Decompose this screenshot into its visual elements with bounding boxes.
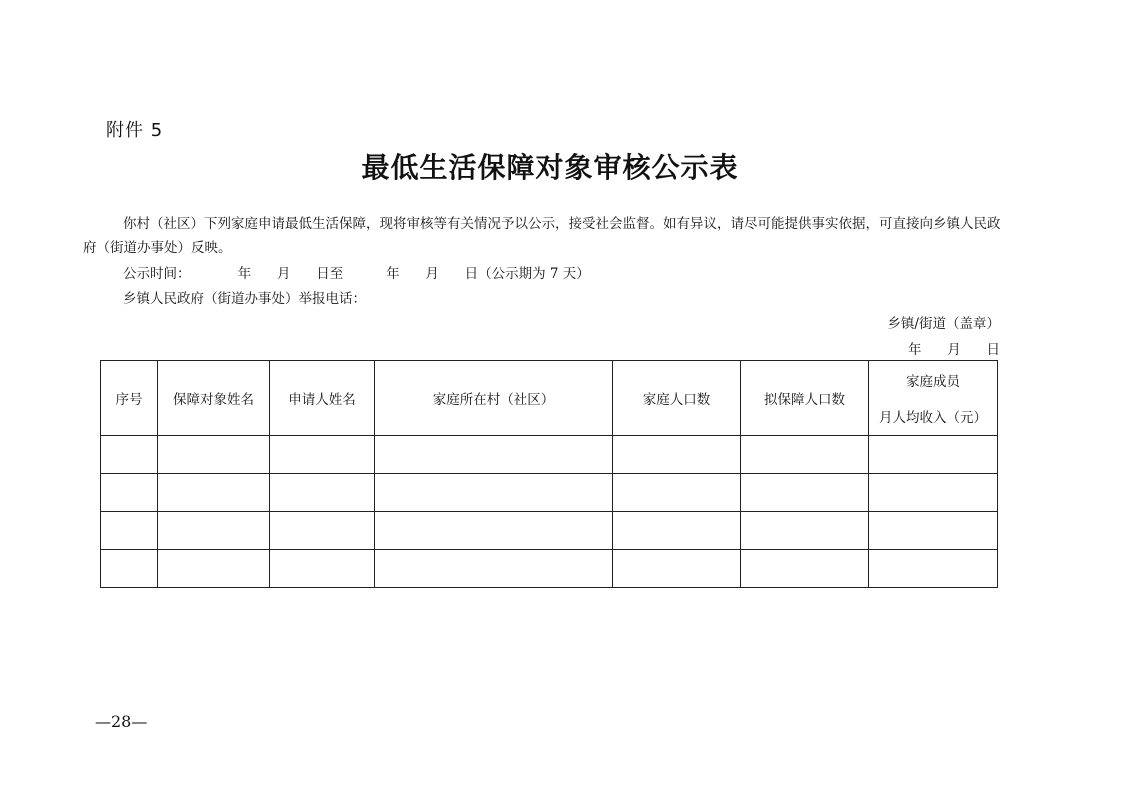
table-cell [741, 474, 869, 512]
header-serial: 序号 [101, 361, 158, 436]
table-cell [158, 436, 270, 474]
table-cell [613, 474, 741, 512]
table-cell [158, 512, 270, 550]
table-cell [375, 550, 613, 588]
header-household-size: 家庭人口数 [613, 361, 741, 436]
header-income-line1: 家庭成员 [906, 374, 960, 390]
table-cell [869, 474, 998, 512]
header-applicant-name: 申请人姓名 [270, 361, 375, 436]
signature-date: 年 月 日 [908, 342, 1000, 358]
notice-paragraph: 你村（社区）下列家庭申请最低生活保障，现将审核等有关情况予以公示，接受社会监督。如有异议，请尽可能提供事实依据，可直接向乡镇人民政府（街道办事处）反映。 [83, 216, 1001, 256]
table-cell [613, 512, 741, 550]
table-cell [270, 474, 375, 512]
page-title: 最低生活保障对象审核公示表 [361, 151, 739, 184]
header-covered-persons: 拟保障人口数 [741, 361, 869, 436]
table-header-row [101, 361, 998, 436]
table-cell [741, 512, 869, 550]
table-cell [101, 512, 158, 550]
page-number: —28— [95, 712, 148, 731]
header-income-line2: 月人均收入（元） [879, 410, 987, 426]
table-cell [741, 550, 869, 588]
table-cell [613, 550, 741, 588]
table-cell [158, 474, 270, 512]
table-row [101, 512, 998, 550]
publicity-table [100, 360, 998, 588]
header-monthly-income [869, 361, 998, 436]
table-row [101, 436, 998, 474]
table-cell [375, 436, 613, 474]
table-cell [270, 436, 375, 474]
table-cell [741, 436, 869, 474]
table-cell [270, 512, 375, 550]
table-cell [101, 550, 158, 588]
table-cell [869, 550, 998, 588]
header-beneficiary-name: 保障对象姓名 [158, 361, 270, 436]
table-cell [101, 436, 158, 474]
report-phone-label: 乡镇人民政府（街道办事处）举报电话： [123, 291, 366, 307]
publication-time: 公示时间： 年 月 日至 年 月 日（公示期为 7 天） [123, 266, 590, 282]
table-cell [375, 474, 613, 512]
attachment-label: 附件 5 [106, 120, 164, 141]
table-cell [869, 436, 998, 474]
table-cell [375, 512, 613, 550]
table-body [101, 436, 998, 588]
table-row [101, 550, 998, 588]
seal-label: 乡镇/街道（盖章） [887, 316, 1000, 332]
header-village: 家庭所在村（社区） [375, 361, 613, 436]
table-cell [101, 474, 158, 512]
table-cell [158, 550, 270, 588]
table-cell [613, 436, 741, 474]
table-cell [869, 512, 998, 550]
table-cell [270, 550, 375, 588]
table-row [101, 474, 998, 512]
